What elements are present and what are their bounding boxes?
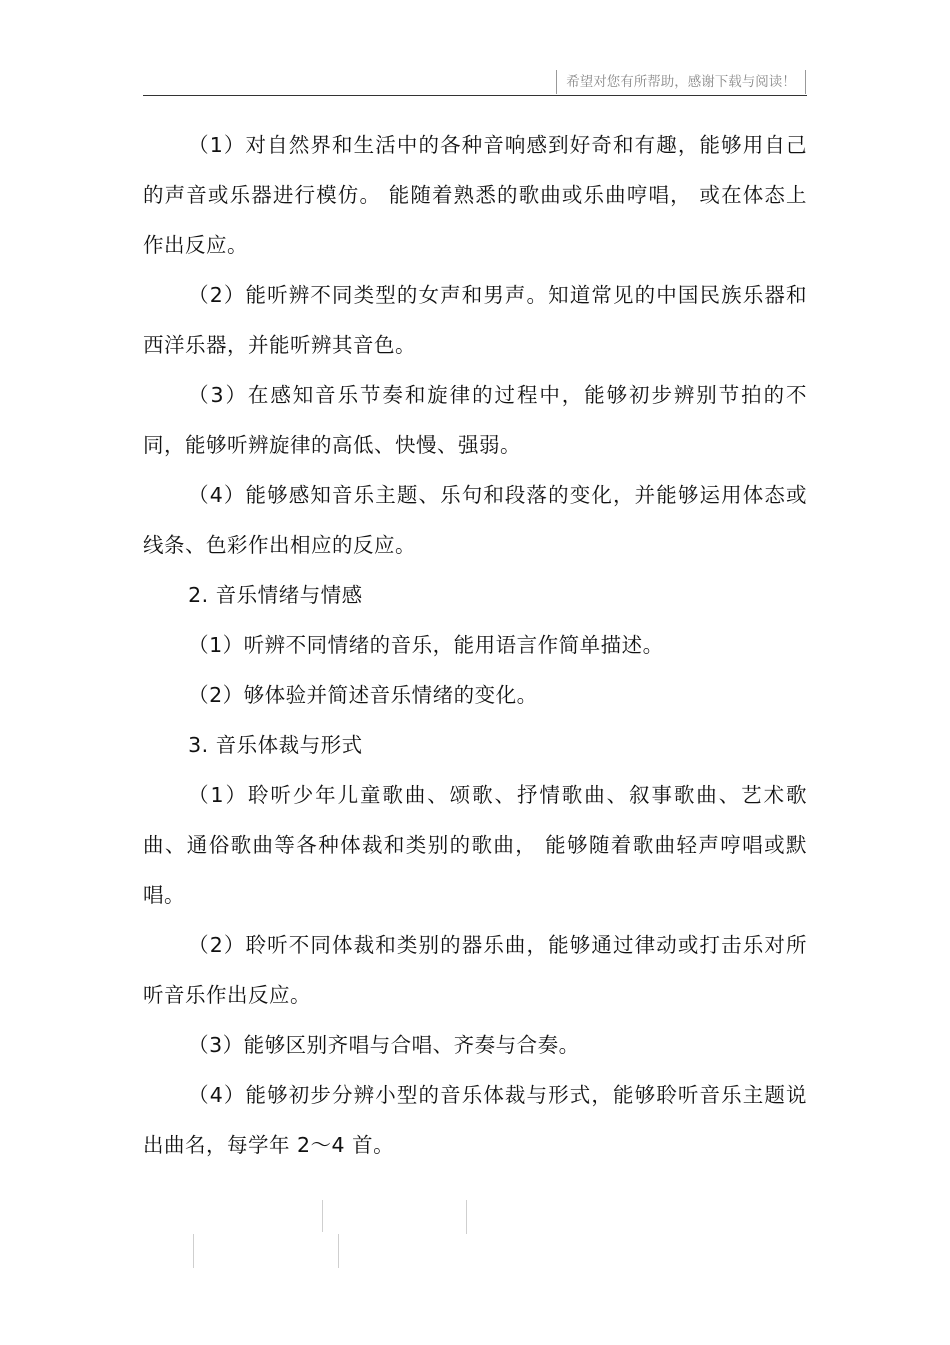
decorative-line <box>466 1200 467 1234</box>
paragraph: （4）能够感知音乐主题、乐句和段落的变化，并能够运用体态或线条、色彩作出相应的反应。 <box>143 483 807 557</box>
decorative-line <box>338 1234 339 1268</box>
document-body <box>143 120 807 1170</box>
paragraph: （4）能够初步分辨小型的音乐体裁与形式，能够聆听音乐主题说出曲名，每学年 2～4 首。 <box>143 1083 807 1157</box>
decorative-line <box>193 1234 194 1268</box>
paragraph: （3）在感知音乐节奏和旋律的过程中，能够初步辨别节拍的不同，能够听辨旋律的高低、快慢、强弱。 <box>143 383 807 457</box>
section-heading: 2. 音乐情绪与情感 <box>188 583 363 607</box>
paragraph: （1）对自然界和生活中的各种音响感到好奇和有趣，能够用自己的声音或乐器进行模仿。 能随着熟悉的歌曲或乐曲哼唱， 或在体态上作出反应。 <box>143 133 807 257</box>
section-heading: 3. 音乐体裁与形式 <box>188 733 363 757</box>
header-note: 希望对您有所帮助，感谢下载与阅读！ <box>556 70 806 94</box>
paragraph: （2）能听辨不同类型的女声和男声。知道常见的中国民族乐器和西洋乐器，并能听辨其音色。 <box>143 283 807 357</box>
header-divider <box>143 95 807 96</box>
decorative-line <box>322 1200 323 1232</box>
paragraph: （1）听辨不同情绪的音乐，能用语言作简单描述。 <box>188 633 664 657</box>
paragraph: （2）够体验并简述音乐情绪的变化。 <box>188 683 538 707</box>
paragraph: （2）聆听不同体裁和类别的器乐曲，能够通过律动或打击乐对所听音乐作出反应。 <box>143 933 807 1007</box>
paragraph: （1）聆听少年儿童歌曲、颂歌、抒情歌曲、叙事歌曲、艺术歌曲、通俗歌曲等各种体裁和类别的歌曲， 能够随着歌曲轻声哼唱或默唱。 <box>143 783 807 907</box>
paragraph: （3）能够区别齐唱与合唱、齐奏与合奏。 <box>188 1033 580 1057</box>
